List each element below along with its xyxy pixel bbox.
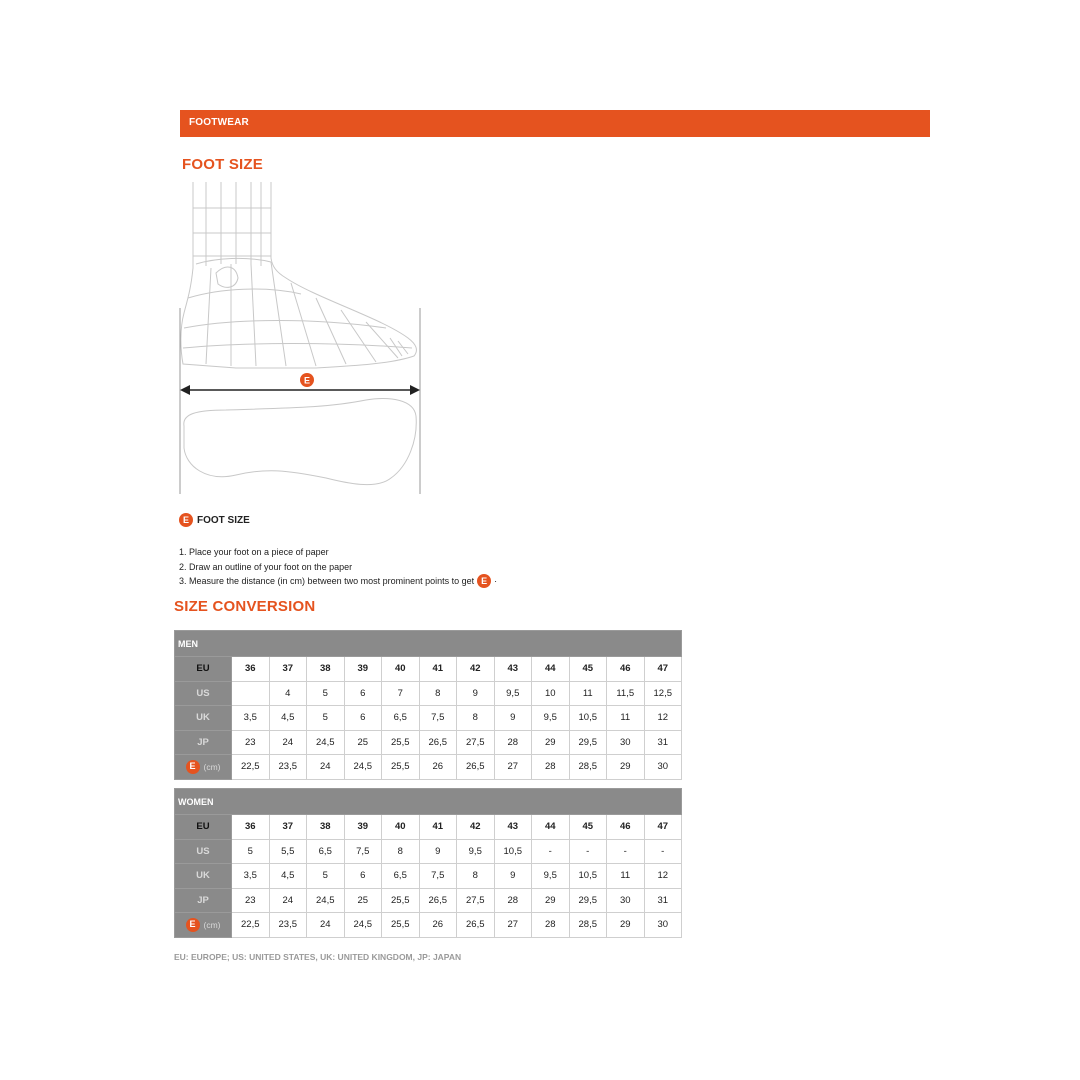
table-cell: 10,5 — [569, 706, 607, 731]
table-cell: 29,5 — [569, 888, 607, 913]
table-cell: 6 — [344, 864, 382, 889]
table-cell: 26 — [419, 755, 457, 780]
table-row — [175, 888, 682, 913]
table-cell: 5,5 — [269, 839, 307, 864]
table-cell: 25 — [344, 730, 382, 755]
e-marker-icon: E — [477, 574, 491, 588]
table-group-header: MEN — [175, 631, 682, 657]
table-row — [175, 755, 682, 780]
table-cell: 25,5 — [382, 755, 420, 780]
foot-size-legend — [179, 513, 250, 527]
instruction-step: 3. Measure the distance (in cm) between two most prominent points to get E · — [179, 574, 497, 589]
table-cell: 9,5 — [494, 681, 532, 706]
row-label: US — [175, 681, 232, 706]
table-cell: 12 — [644, 864, 682, 889]
table-cell: 45 — [569, 815, 607, 840]
table-cell: 6 — [344, 681, 382, 706]
table-cell: 9,5 — [457, 839, 495, 864]
table-cell: 10,5 — [494, 839, 532, 864]
table-cell: 27 — [494, 913, 532, 938]
table-cell: - — [644, 839, 682, 864]
table-cell: 26 — [419, 913, 457, 938]
table-cell: 25,5 — [382, 730, 420, 755]
table-cell: 6,5 — [382, 864, 420, 889]
table-cell: 30 — [644, 913, 682, 938]
table-cell: 24,5 — [344, 913, 382, 938]
table-cell: 40 — [382, 657, 420, 682]
table-cell: 9 — [494, 706, 532, 731]
table-cell: 7,5 — [419, 864, 457, 889]
table-cell: 3,5 — [232, 864, 270, 889]
row-label: UK — [175, 864, 232, 889]
table-cell: 29,5 — [569, 730, 607, 755]
row-label: US — [175, 839, 232, 864]
abbreviation-footnote: EU: EUROPE; US: UNITED STATES, UK: UNITED KINGDOM, JP: JAPAN — [174, 952, 462, 962]
row-label: JP — [175, 730, 232, 755]
table-cell: 9 — [457, 681, 495, 706]
table-cell: 43 — [494, 657, 532, 682]
table-cell: 5 — [307, 681, 345, 706]
table-cell: - — [607, 839, 645, 864]
table-cell: 7,5 — [344, 839, 382, 864]
table-cell: 26,5 — [457, 913, 495, 938]
table-cell: 5 — [307, 706, 345, 731]
e-marker-label: E — [303, 375, 311, 386]
measurement-arrow — [180, 385, 420, 395]
table-cell: 10,5 — [569, 864, 607, 889]
table-cell: 47 — [644, 657, 682, 682]
footwear-banner — [180, 110, 930, 137]
table-cell: 27,5 — [457, 730, 495, 755]
table-cell: 25,5 — [382, 888, 420, 913]
table-cell: 39 — [344, 815, 382, 840]
row-label: JP — [175, 888, 232, 913]
table-cell: 11 — [607, 864, 645, 889]
table-cell: 37 — [269, 657, 307, 682]
table-cell: 31 — [644, 888, 682, 913]
row-label: EU — [175, 815, 232, 840]
table-cell: 4 — [269, 681, 307, 706]
table-cell: 25,5 — [382, 913, 420, 938]
table-cell: 46 — [607, 815, 645, 840]
table-cell: 47 — [644, 815, 682, 840]
table-cell: 6,5 — [382, 706, 420, 731]
table-cell: 26,5 — [419, 888, 457, 913]
table-cell: 28 — [494, 730, 532, 755]
measurement-instructions — [179, 545, 497, 589]
table-cell: 7 — [382, 681, 420, 706]
table-cell: 29 — [532, 888, 570, 913]
table-cell: 28 — [532, 755, 570, 780]
table-cell: 4,5 — [269, 706, 307, 731]
table-row — [175, 657, 682, 682]
table-cell: 11,5 — [607, 681, 645, 706]
women-size-table — [174, 788, 682, 938]
table-cell: 9 — [419, 839, 457, 864]
men-size-table — [174, 630, 682, 780]
e-marker-icon: E — [179, 513, 193, 527]
table-cell: 9,5 — [532, 864, 570, 889]
table-cell: 8 — [457, 706, 495, 731]
instruction-step: 2. Draw an outline of your foot on the paper — [179, 561, 353, 572]
table-row — [175, 730, 682, 755]
table-cell: 28,5 — [569, 755, 607, 780]
table-cell: 24 — [269, 730, 307, 755]
table-cell: 8 — [419, 681, 457, 706]
table-cell: 22,5 — [232, 913, 270, 938]
table-cell: 42 — [457, 815, 495, 840]
table-cell: 38 — [307, 815, 345, 840]
table-cell: 30 — [607, 730, 645, 755]
row-label: EU — [175, 657, 232, 682]
table-cell: 27 — [494, 755, 532, 780]
table-cell: 6,5 — [307, 839, 345, 864]
table-cell: 24,5 — [307, 888, 345, 913]
footprint-outline — [184, 399, 416, 485]
table-row — [175, 706, 682, 731]
table-cell: 44 — [532, 657, 570, 682]
table-cell: 43 — [494, 815, 532, 840]
table-cell — [232, 681, 270, 706]
table-cell: 44 — [532, 815, 570, 840]
table-cell: 9 — [494, 864, 532, 889]
table-cell: 45 — [569, 657, 607, 682]
table-group-header: WOMEN — [175, 789, 682, 815]
table-cell: 28,5 — [569, 913, 607, 938]
table-row — [175, 839, 682, 864]
table-cell: 23 — [232, 730, 270, 755]
table-cell: 24 — [307, 755, 345, 780]
instruction-step: 1. Place your foot on a piece of paper — [179, 547, 329, 557]
row-label: E (cm) — [175, 913, 232, 938]
foot-size-heading: FOOT SIZE — [182, 156, 263, 173]
table-cell: 8 — [382, 839, 420, 864]
table-cell: 11 — [607, 706, 645, 731]
table-cell: 29 — [607, 755, 645, 780]
e-marker-icon: E — [186, 760, 200, 774]
table-cell: 12 — [644, 706, 682, 731]
table-cell: 37 — [269, 815, 307, 840]
table-cell: 12,5 — [644, 681, 682, 706]
table-cell: 10 — [532, 681, 570, 706]
table-cell: 23,5 — [269, 755, 307, 780]
table-cell: 22,5 — [232, 755, 270, 780]
table-cell: 24 — [269, 888, 307, 913]
table-cell: 30 — [607, 888, 645, 913]
table-cell: 11 — [569, 681, 607, 706]
table-cell: 31 — [644, 730, 682, 755]
table-row — [175, 681, 682, 706]
table-cell: - — [532, 839, 570, 864]
table-cell: 5 — [307, 864, 345, 889]
table-cell: 8 — [457, 864, 495, 889]
table-cell: 6 — [344, 706, 382, 731]
table-cell: 41 — [419, 657, 457, 682]
table-cell: 7,5 — [419, 706, 457, 731]
table-cell: 9,5 — [532, 706, 570, 731]
size-conversion-heading: SIZE CONVERSION — [174, 598, 316, 615]
table-cell: 24 — [307, 913, 345, 938]
table-row — [175, 913, 682, 938]
table-cell: 23 — [232, 888, 270, 913]
table-cell: 46 — [607, 657, 645, 682]
table-cell: 36 — [232, 815, 270, 840]
foot-measurement-illustration — [176, 178, 426, 496]
table-cell: 28 — [532, 913, 570, 938]
table-cell: 25 — [344, 888, 382, 913]
row-label: UK — [175, 706, 232, 731]
table-cell: 41 — [419, 815, 457, 840]
e-marker-icon: E — [186, 918, 200, 932]
table-cell: 3,5 — [232, 706, 270, 731]
table-cell: 24,5 — [307, 730, 345, 755]
table-row — [175, 815, 682, 840]
table-cell: 39 — [344, 657, 382, 682]
table-cell: 40 — [382, 815, 420, 840]
table-cell: 27,5 — [457, 888, 495, 913]
table-cell: 28 — [494, 888, 532, 913]
table-cell: 26,5 — [419, 730, 457, 755]
table-cell: 30 — [644, 755, 682, 780]
table-cell: 42 — [457, 657, 495, 682]
table-cell: 38 — [307, 657, 345, 682]
table-cell: 26,5 — [457, 755, 495, 780]
row-label: E (cm) — [175, 755, 232, 780]
table-cell: 4,5 — [269, 864, 307, 889]
banner-title: FOOTWEAR — [189, 117, 249, 128]
legend-label: FOOT SIZE — [197, 514, 250, 526]
table-cell: - — [569, 839, 607, 864]
table-cell: 29 — [532, 730, 570, 755]
table-cell: 29 — [607, 913, 645, 938]
table-cell: 36 — [232, 657, 270, 682]
table-cell: 23,5 — [269, 913, 307, 938]
table-cell: 24,5 — [344, 755, 382, 780]
table-row — [175, 864, 682, 889]
table-cell: 5 — [232, 839, 270, 864]
